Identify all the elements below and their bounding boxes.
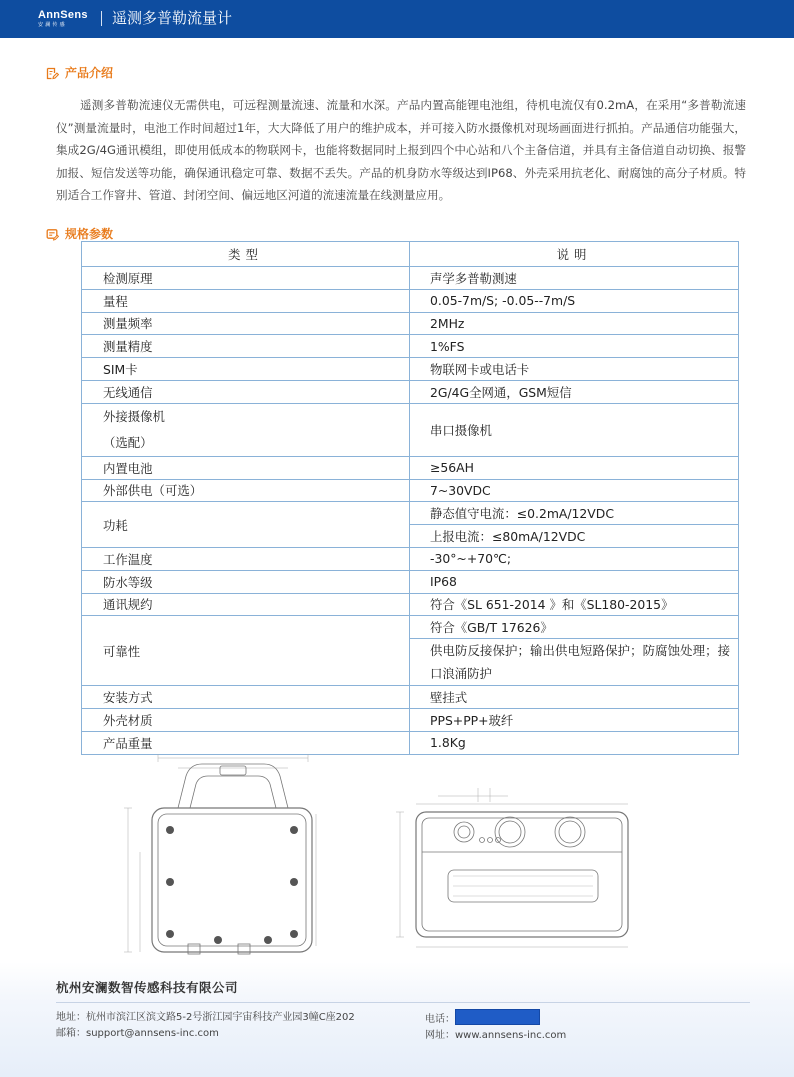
tel-redaction-box bbox=[455, 1009, 540, 1025]
spec-value: PPS+PP+玻纤 bbox=[410, 708, 739, 731]
spec-key: 可靠性 bbox=[82, 616, 410, 686]
spec-key: SIM卡 bbox=[82, 358, 410, 381]
spec-key: 防水等级 bbox=[82, 570, 410, 593]
spec-value: 供电防反接保护；输出供电短路保护；防腐蚀处理；接口浪涌防护 bbox=[410, 639, 739, 686]
table-row bbox=[82, 479, 739, 502]
spec-value: 符合《SL 651-2014 》和《SL180-2015》 bbox=[410, 593, 739, 616]
spec-key: 工作温度 bbox=[82, 547, 410, 570]
header-divider bbox=[101, 11, 102, 26]
address-label: 地址： bbox=[56, 1012, 86, 1023]
spec-key-line: 外接摄像机 bbox=[103, 408, 165, 424]
tel-label: 电话： bbox=[425, 1014, 455, 1025]
spec-value: 2MHz bbox=[410, 312, 739, 335]
email-label: 邮箱： bbox=[56, 1028, 86, 1039]
side-view-drawing bbox=[396, 788, 628, 947]
table-row bbox=[82, 593, 739, 616]
specs-heading bbox=[46, 227, 113, 241]
spec-header-row bbox=[82, 242, 739, 267]
table-row bbox=[82, 335, 739, 358]
page-title: 遥测多普勒流量计 bbox=[112, 9, 233, 27]
logo-subtext: 安澜传感 bbox=[38, 22, 67, 28]
product-drawings bbox=[118, 752, 678, 962]
spec-value: 1.8Kg bbox=[410, 731, 739, 754]
spec-key: 无线通信 bbox=[82, 380, 410, 403]
spec-value: 上报电流：≤80mA/12VDC bbox=[410, 525, 739, 548]
web-line bbox=[425, 1029, 566, 1042]
spec-key: 测量精度 bbox=[82, 335, 410, 358]
spec-value: ≥56AH bbox=[410, 456, 739, 479]
address-line bbox=[56, 1011, 355, 1024]
spec-value: 7~30VDC bbox=[410, 479, 739, 502]
spec-key: 功耗 bbox=[82, 502, 410, 548]
company-name: 杭州安澜数智传感科技有限公司 bbox=[56, 980, 239, 995]
table-row bbox=[82, 456, 739, 479]
spec-key: 外部供电（可选） bbox=[82, 479, 410, 502]
table-row bbox=[82, 289, 739, 312]
table-row bbox=[82, 708, 739, 731]
spec-value: 静态值守电流：≤0.2mA/12VDC bbox=[410, 502, 739, 525]
table-row bbox=[82, 547, 739, 570]
spec-table bbox=[81, 241, 739, 755]
document-edit-icon bbox=[46, 67, 59, 80]
table-row bbox=[82, 502, 739, 525]
spec-key: 量程 bbox=[82, 289, 410, 312]
table-row bbox=[82, 267, 739, 290]
front-view-drawing bbox=[124, 754, 316, 954]
web-label: 网址： bbox=[425, 1030, 455, 1041]
spec-value: 壁挂式 bbox=[410, 686, 739, 709]
company-logo bbox=[38, 10, 88, 29]
logo-text: AnnSens bbox=[38, 9, 88, 21]
footer-divider bbox=[56, 1002, 750, 1003]
spec-key: 测量频率 bbox=[82, 312, 410, 335]
form-edit-icon bbox=[46, 228, 59, 241]
spec-key: 安装方式 bbox=[82, 686, 410, 709]
intro-heading-label: 产品介绍 bbox=[65, 66, 114, 80]
table-row bbox=[82, 731, 739, 754]
spec-col-type: 类型 bbox=[82, 242, 410, 267]
spec-value: 2G/4G全网通，GSM短信 bbox=[410, 380, 739, 403]
table-row bbox=[82, 403, 739, 456]
email-link[interactable]: support@annsens-inc.com bbox=[86, 1028, 219, 1039]
spec-key-line: （选配） bbox=[103, 434, 153, 450]
table-row bbox=[82, 570, 739, 593]
spec-value: -30°~+70℃; bbox=[410, 547, 739, 570]
table-row bbox=[82, 312, 739, 335]
spec-key: 外壳材质 bbox=[82, 708, 410, 731]
spec-key: 内置电池 bbox=[82, 456, 410, 479]
specs-heading-label: 规格参数 bbox=[65, 227, 114, 241]
website-link[interactable]: www.annsens-inc.com bbox=[455, 1030, 567, 1041]
spec-key bbox=[82, 403, 410, 456]
table-row bbox=[82, 686, 739, 709]
email-line bbox=[56, 1027, 219, 1040]
spec-key: 检测原理 bbox=[82, 267, 410, 290]
spec-value: 符合《GB/T 17626》 bbox=[410, 616, 739, 639]
spec-value: IP68 bbox=[410, 570, 739, 593]
spec-value: 物联网卡或电话卡 bbox=[410, 358, 739, 381]
spec-value: 串口摄像机 bbox=[410, 403, 739, 456]
spec-col-desc: 说明 bbox=[410, 242, 739, 267]
spec-value: 1%FS bbox=[410, 335, 739, 358]
spec-key: 通讯规约 bbox=[82, 593, 410, 616]
intro-paragraph: 遥测多普勒流速仪无需供电，可远程测量流速、流量和水深。产品内置高能锂电池组，待机电流仅有0.2mA，在采用“多普勒流速仪”测量流量时，电池工作时间超过1年，大大降低了用户的维护成本，并可接入防水摄像机对现场画面进行抓拍。产品通信功能强大，集成2G/4G通讯模组，即使用低成本的物联网卡，也能将数据同时上报到四个中心站和八个主备信道，并具有主备信道自动切换、报警加报、短信发送等功能，确保通讯稳定可靠、数据不丢失。产品的机身防水等级达到IP68、外壳采用抗老化、耐腐蚀的高分子材质。特别适合工作窨井、管道、封闭空间、偏远地区河道的流速流量在线测量应用。 bbox=[56, 98, 746, 202]
table-row bbox=[82, 358, 739, 381]
table-row bbox=[82, 380, 739, 403]
spec-value: 0.05-7m/S; -0.05--7m/S bbox=[410, 289, 739, 312]
spec-key: 产品重量 bbox=[82, 731, 410, 754]
page-header bbox=[0, 0, 794, 38]
intro-heading bbox=[46, 66, 113, 80]
table-row bbox=[82, 616, 739, 639]
address-text: 杭州市滨江区滨文路5-2号浙江园宇宙科技产业园3幢C座202 bbox=[86, 1012, 355, 1023]
spec-value: 声学多普勒测速 bbox=[410, 267, 739, 290]
